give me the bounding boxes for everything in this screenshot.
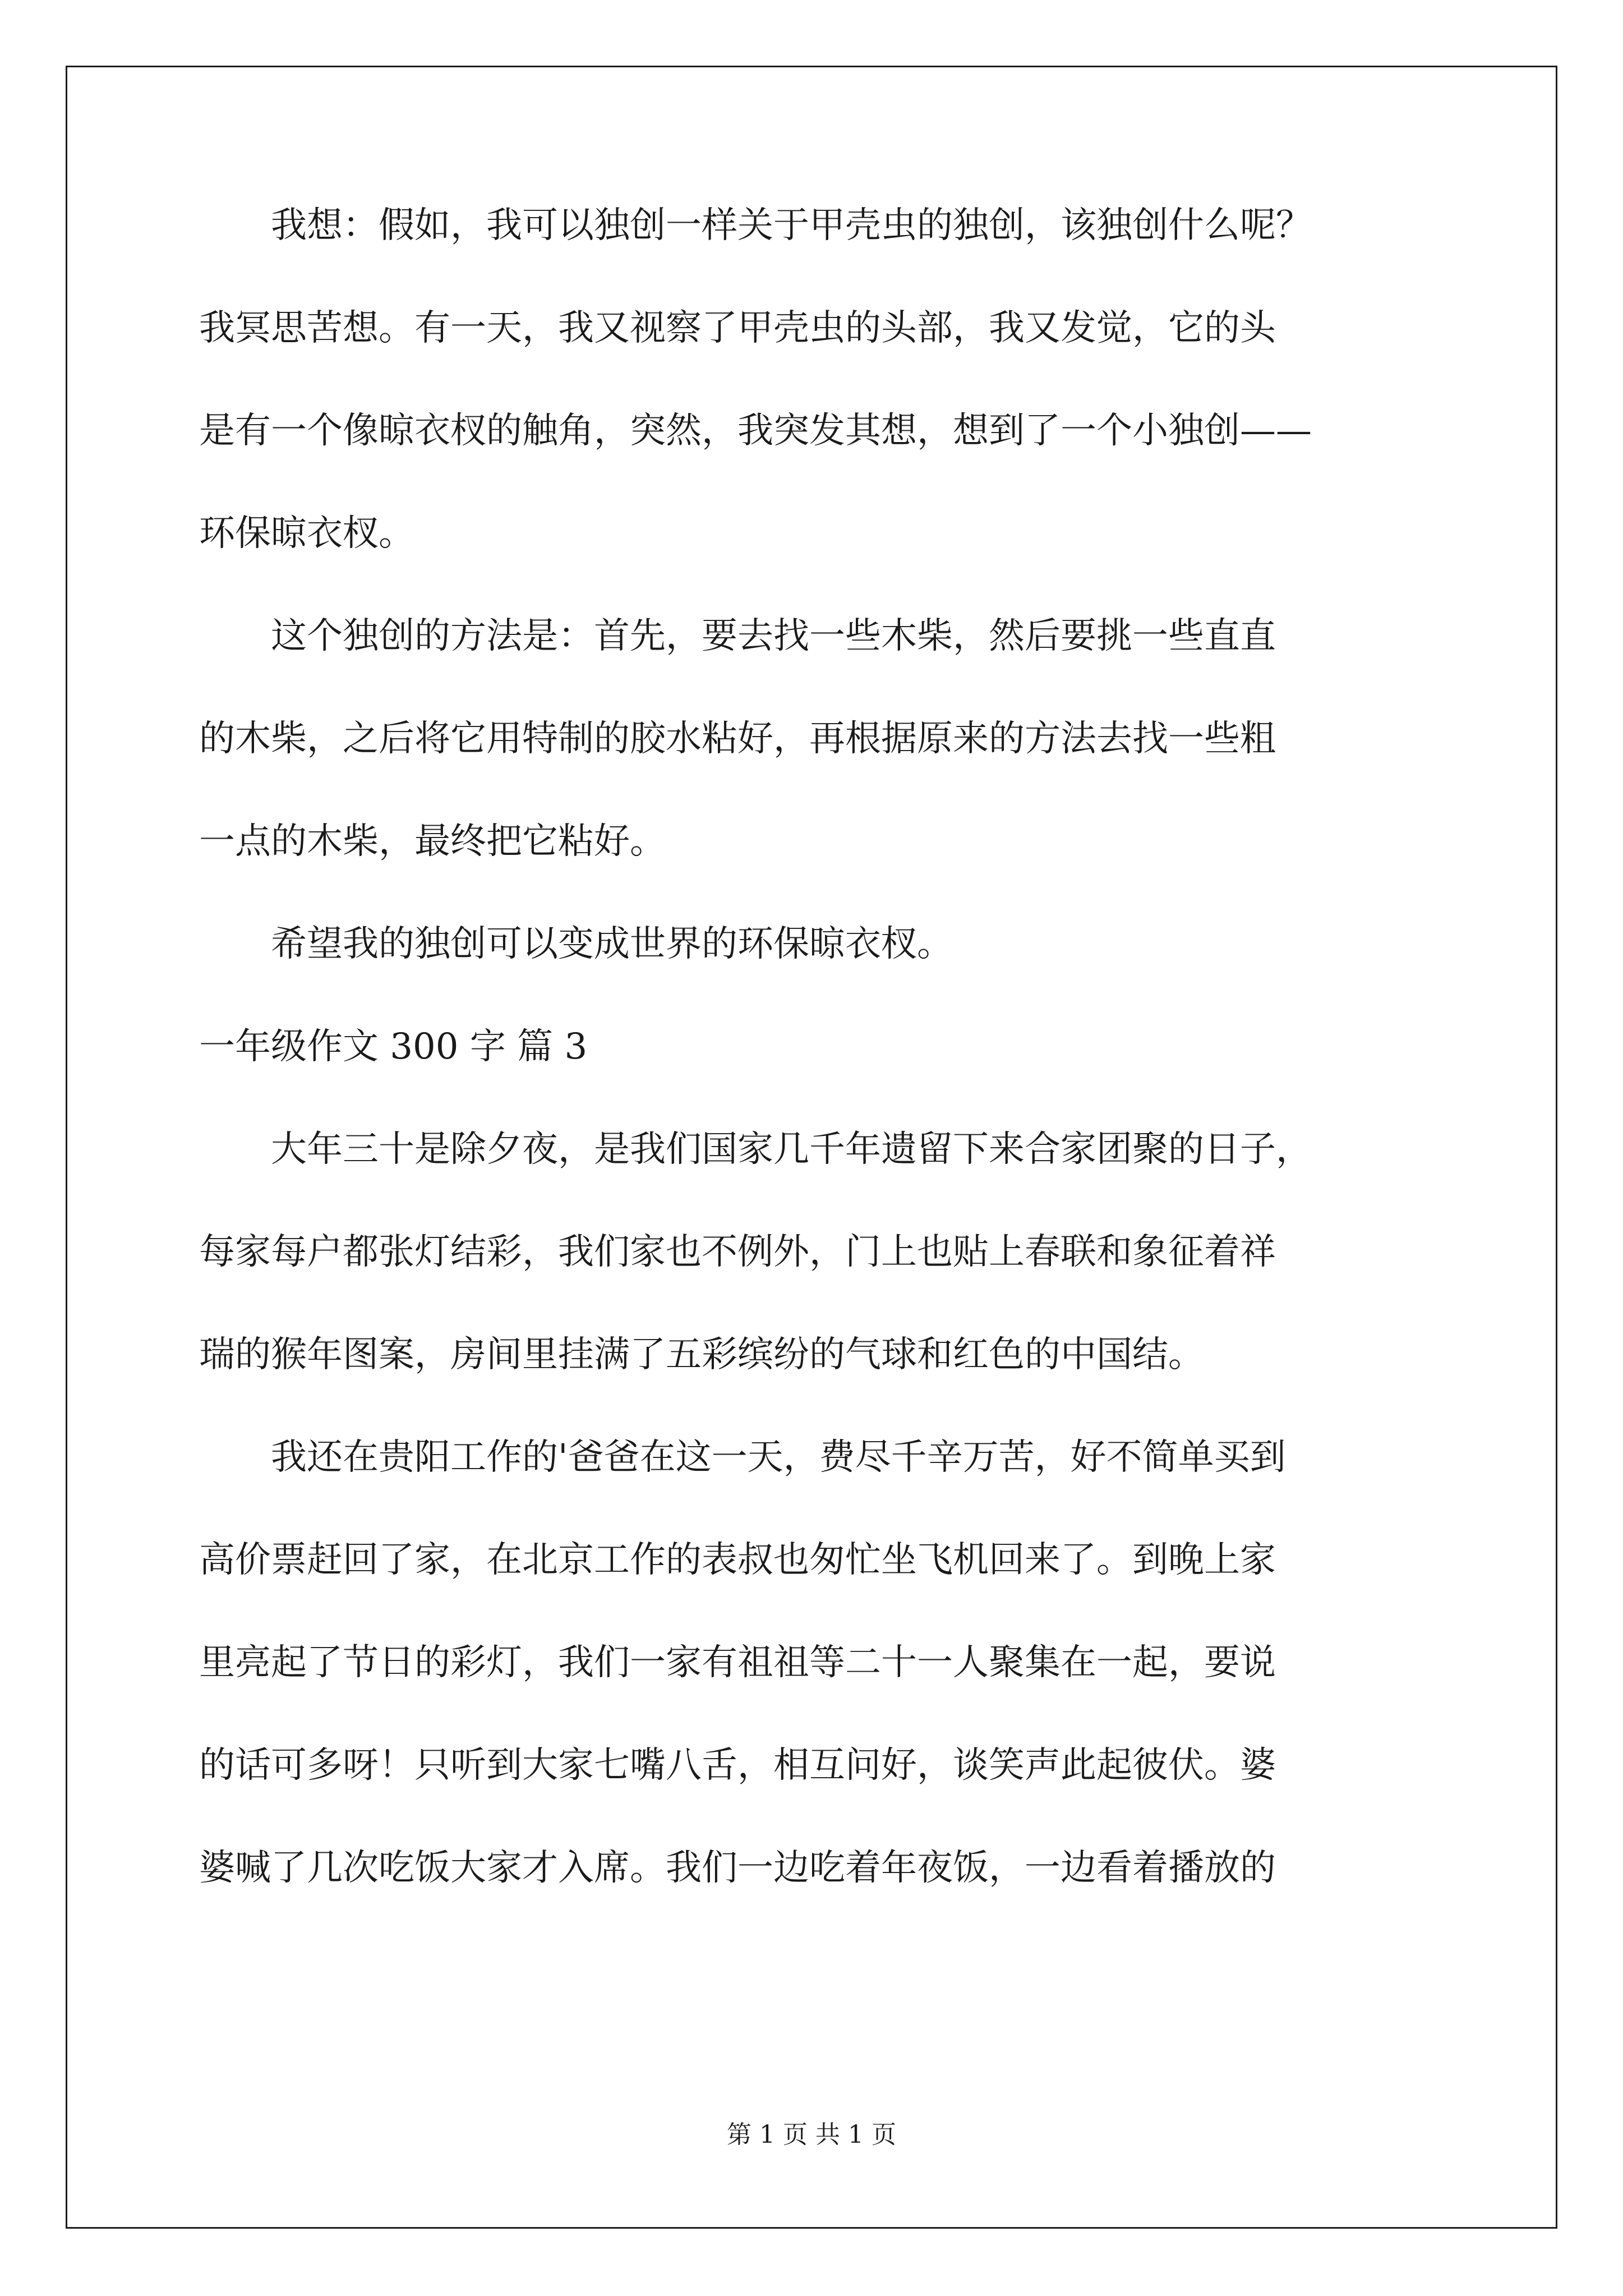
paragraph-line: 希望我的独创可以变成世界的环保晾衣杈。 xyxy=(199,923,953,965)
paragraph-line: 的木柴，之后将它用特制的胶水粘好，再根据原来的方法去找一些粗 xyxy=(199,718,1276,760)
paragraph-line: 瑞的猴年图案，房间里挂满了五彩缤纷的气球和红色的中国结。 xyxy=(199,1334,1204,1375)
paragraph-line: 这个独创的方法是：首先，要去找一些木柴，然后要挑一些直直 xyxy=(199,615,1276,657)
paragraph-line: 我冥思苦想。有一天，我又视察了甲壳虫的头部，我又发觉，它的头 xyxy=(199,307,1276,349)
paragraph-line: 高价票赶回了家，在北京工作的表叔也匆忙坐飞机回来了。到晚上家 xyxy=(199,1539,1276,1581)
paragraph-line: 一点的木柴，最终把它粘好。 xyxy=(199,821,666,862)
paragraph-line: 我还在贵阳工作的'爸爸在这一天，费尽千辛万苦，好不简单买到 xyxy=(199,1437,1286,1478)
paragraph-line: 大年三十是除夕夜，是我们国家几千年遗留下来合家团聚的日子， xyxy=(199,1129,1312,1170)
section-heading: 一年级作文 300 字 篇 3 xyxy=(199,1026,588,1068)
page-number-footer: 第 1 页 共 1 页 xyxy=(727,2120,896,2149)
paragraph-line: 的话可多呀！只听到大家七嘴八舌，相互问好，谈笑声此起彼伏。婆 xyxy=(199,1745,1276,1786)
paragraph-line: 每家每户都张灯结彩，我们家也不例外，门上也贴上春联和象征着祥 xyxy=(199,1231,1276,1273)
paragraph-line: 里亮起了节日的彩灯，我们一家有祖祖等二十一人聚集在一起，要说 xyxy=(199,1642,1276,1683)
paragraph-line: 是有一个像晾衣杈的触角，突然，我突发其想，想到了一个小独创—— xyxy=(199,410,1312,452)
paragraph-line: 婆喊了几次吃饭大家才入席。我们一边吃着年夜饭，一边看着播放的 xyxy=(199,1847,1276,1889)
paragraph-line: 环保晾衣杈。 xyxy=(199,513,414,554)
paragraph-line: 我想：假如，我可以独创一样关于甲壳虫的独创，该独创什么呢？ xyxy=(199,205,1312,246)
